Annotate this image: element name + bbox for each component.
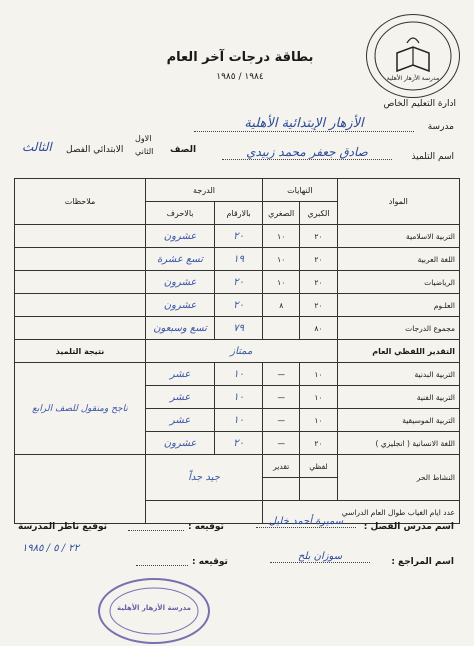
max-header: الكبري [300,202,337,225]
finals-header: النهايات [263,179,338,202]
student-name: صادق جعفر محمد زبيدي [222,145,392,160]
table-row: التربية البدنية ١٠ — ١٠ عشر ناجح ومنقول للصف الرابع [15,363,460,386]
page-title: بطاقة درجات آخر العام [166,50,314,65]
teacher-sign-label: توقيعه : [188,522,224,532]
reviewer-name: سوزان بلح [270,551,370,563]
notes-header: ملاحظات [15,179,146,225]
teacher-name: سميرة أحمد خليل [256,516,356,528]
reviewer-sign-label: توقيعه : [192,557,228,567]
digits-header: بالارقام [215,202,263,225]
result-value: ناجح ومنقول للصف الرابع [15,363,146,455]
letters-header: بالاحرف [145,202,214,225]
general-rating-row: التقدير اللفظي العام ممتاز نتيجة التلميذ [15,340,460,363]
absence-row: عدد ايام الغياب طوال العام الدراسي [15,501,460,524]
school-logo [366,14,460,98]
result-header: نتيجة التلميذ [15,340,146,363]
grade-header: الدرجة [145,179,262,202]
table-row-total: مجموع الدرجات ٨٠ ٧٩ تسع وسبعون [15,317,460,340]
subjects-header: المواد [337,179,459,225]
department-label: ادارة التعليم الخاص [383,99,456,109]
activity-row: النشاط الحر لفظي تقدير جيد جداً [15,455,460,478]
table-row: اللغة العربية ٢٠ ١٠ ١٩ تسع عشرة [15,248,460,271]
grades-table [14,178,460,524]
table-row: التربية الاسلامية ٢٠ ١٠ ٢٠ عشرون [15,225,460,248]
reviewer-signature [136,551,188,566]
table-row: التربية الموسيقية ١٠ — ١٠ عشر [15,409,460,432]
min-header: الصغري [263,202,300,225]
student-label: اسم التلميذ [411,152,454,162]
reviewer-label: اسم المراجع : [391,557,454,567]
table-row: العلـوم ٢٠ ٨ ٢٠ عشرون [15,294,460,317]
book-icon [367,15,459,97]
table-row: اللغة الانسانية ( انجليزي ) ٢٠ — ٢٠ عشرون [15,432,460,455]
date-value: ٢٢ / ٥ / ١٩٨٥ [22,543,80,554]
school-name: الأزهار الإبتدائية الأهلية [194,116,414,132]
table-row: الرياضيات ٢٠ ١٠ ٢٠ عشرون [15,271,460,294]
grade-section: الثالث [22,140,52,154]
table-row: التربية الفنية ١٠ — ١٠ عشر [15,386,460,409]
official-stamp: مدرسة الأزهار الأهلية [98,578,210,644]
logo-text: مدرسة الأزهار الأهلية [386,75,440,82]
teacher-signature [128,516,184,531]
school-label: مدرسة [427,122,454,132]
academic-year: ١٩٨٤ / ١٩٨٥ [216,72,264,82]
teacher-label: اسم مدرس الفصل : [363,522,454,532]
grade-second: الثاني [135,147,154,156]
grade-label: الصف [170,145,197,155]
grade-level: الابتدائي الفصل [66,145,124,155]
principal-label: توقيع ناظر المدرسة [18,522,108,532]
grade-first: الاول [135,134,152,143]
